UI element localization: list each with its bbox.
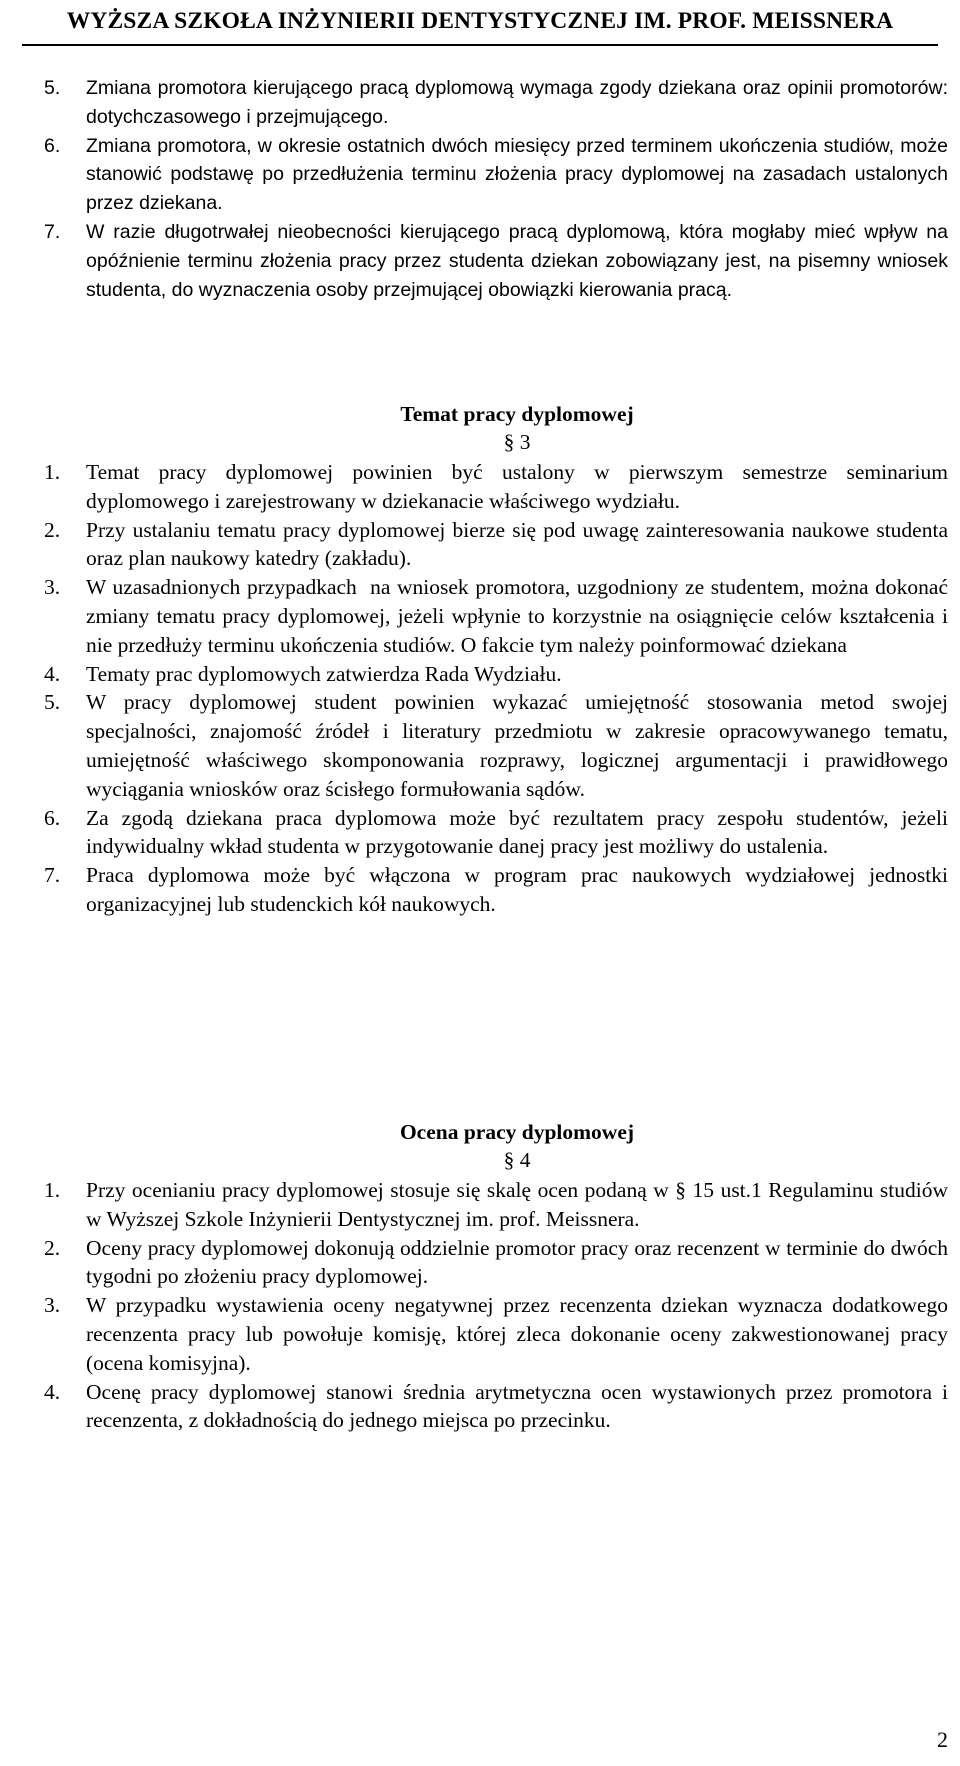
list-item xyxy=(0,573,960,659)
list-item xyxy=(0,804,960,862)
section1-list xyxy=(0,74,960,304)
section-paragraph-number: § 4 xyxy=(503,1148,531,1172)
list-item xyxy=(0,688,960,803)
document-header: WYŻSZA SZKOŁA INŻYNIERII DENTYSTYCZNEJ IM. PROF. MEISSNERA xyxy=(66,8,894,34)
list-item xyxy=(0,516,960,574)
list-item xyxy=(0,458,960,516)
list-item xyxy=(0,1234,960,1292)
item-number: 5. xyxy=(44,77,61,99)
item-text: W przypadku wystawienia oceny negatywnej przez recenzenta dziekan wyznacza dodatkowego recenzenta pracy lub powołuje komisję, której zleca dokonanie oceny zakwestionowanej pracy (ocena komisyjna). xyxy=(86,1293,948,1375)
list-item xyxy=(0,1378,960,1436)
item-text: Przy ocenianiu pracy dyplomowej stosuje się skalę ocen podaną w § 15 ust.1 Regulaminu studiów w Wyższej Szkole Inżynierii Dentystycznej im. prof. Meissnera. xyxy=(86,1178,948,1231)
item-text: W uzasadnionych przypadkach na wniosek promotora, uzgodniony ze studentem, można dokonać zmiany tematu pracy dyplomowej, jeżeli wpłynie to korzystnie na osiągnięcie celów kształcenia i nie przedłuży terminu ukończenia studiów. O fakcie tym należy poinformować dziekana xyxy=(86,575,954,657)
list-item xyxy=(0,132,960,218)
list-item xyxy=(0,218,960,304)
item-text: Za zgodą dziekana praca dyplomowa może być rezultatem pracy zespołu studentów, jeżeli indywidualny wkład studenta w przygotowanie danej pracy jest możliwy do ustalenia. xyxy=(86,805,948,859)
item-number: 7. xyxy=(44,220,61,243)
list-item xyxy=(0,74,960,132)
item-text: Temat pracy dyplomowej powinien być ustalony w pierwszym semestrze seminarium dyplomowego i zarejestrowany w dziekanacie właściwego wydziału. xyxy=(86,460,948,513)
item-text: Oceny pracy dyplomowej dokonują oddzielnie promotor pracy oraz recenzent w terminie do dwóch tygodni po złożeniu pracy dyplomowej. xyxy=(86,1235,948,1289)
item-number: 6. xyxy=(44,805,61,830)
item-text: Zmiana promotora, w okresie ostatnich dwóch miesięcy przed terminem ukończenia studiów, może stanowić podstawę po przedłużenia terminu złożenia pracy dyplomowej na zasadach ustalonych przez dziekana. xyxy=(86,134,948,215)
list-item xyxy=(0,1291,960,1377)
item-text: Przy ustalaniu tematu pracy dyplomowej bierze się pod uwagę zainteresowania naukowe studenta oraz plan naukowy katedry (zakładu). xyxy=(86,517,948,571)
list-item xyxy=(0,660,960,689)
item-text: W razie długotrwałej nieobecności kierującego pracą dyplomową, która mogłaby mieć wpływ na opóźnienie terminu złożenia pracy przez studenta dziekan zobowiązany jest, na pisemny wniosek studenta, do wyznaczenia osoby przejmującej obowiązki kierowania pracą. xyxy=(86,220,948,301)
list-item xyxy=(0,861,960,919)
section2-list xyxy=(0,458,960,919)
item-text: W pracy dyplomowej student powinien wykazać umiejętność stosowania metod swojej specjalności, znajomość źródeł i literatury przedmiotu w zakresie opracowywanego tematu, umiejętność właściwego skomponowania rozprawy, logicznej argumentacji i prawidłowego wyciągania wniosków oraz ścisłego formułowania sądów. xyxy=(86,690,948,801)
item-text: Praca dyplomowa może być włączona w program prac naukowych wydziałowej jednostki organizacyjnej lub studenckich kół naukowych. xyxy=(86,863,948,916)
item-text: Ocenę pracy dyplomowej stanowi średnia arytmetyczna ocen wystawionych przez promotora i recenzenta, z dokładnością do jednego miejsca po przecinku. xyxy=(86,1379,948,1433)
item-number: 1. xyxy=(44,1178,61,1202)
item-text: Zmiana promotora kierującego pracą dyplomową wymaga zgody dziekana oraz opinii promotorów: dotychczasowego i przejmującego. xyxy=(86,77,948,128)
item-number: 5. xyxy=(44,690,61,715)
item-text: Tematy prac dyplomowych zatwierdza Rada Wydziału. xyxy=(86,661,562,686)
page-number: 2 xyxy=(937,1727,948,1752)
item-number: 3. xyxy=(44,1293,61,1318)
section-paragraph-number: § 3 xyxy=(503,430,531,454)
item-number: 1. xyxy=(44,460,61,484)
header-divider xyxy=(22,44,938,46)
item-number: 6. xyxy=(44,134,61,157)
list-item xyxy=(0,1176,960,1234)
item-number: 4. xyxy=(44,661,61,686)
item-number: 7. xyxy=(44,863,61,888)
item-number: 2. xyxy=(44,517,61,542)
section3-list xyxy=(0,1176,960,1435)
item-number: 4. xyxy=(44,1379,61,1404)
item-number: 3. xyxy=(44,575,61,600)
item-number: 2. xyxy=(44,1235,61,1260)
section-title: Ocena pracy dyplomowej xyxy=(399,1120,635,1144)
section-title: Temat pracy dyplomowej xyxy=(400,402,634,426)
